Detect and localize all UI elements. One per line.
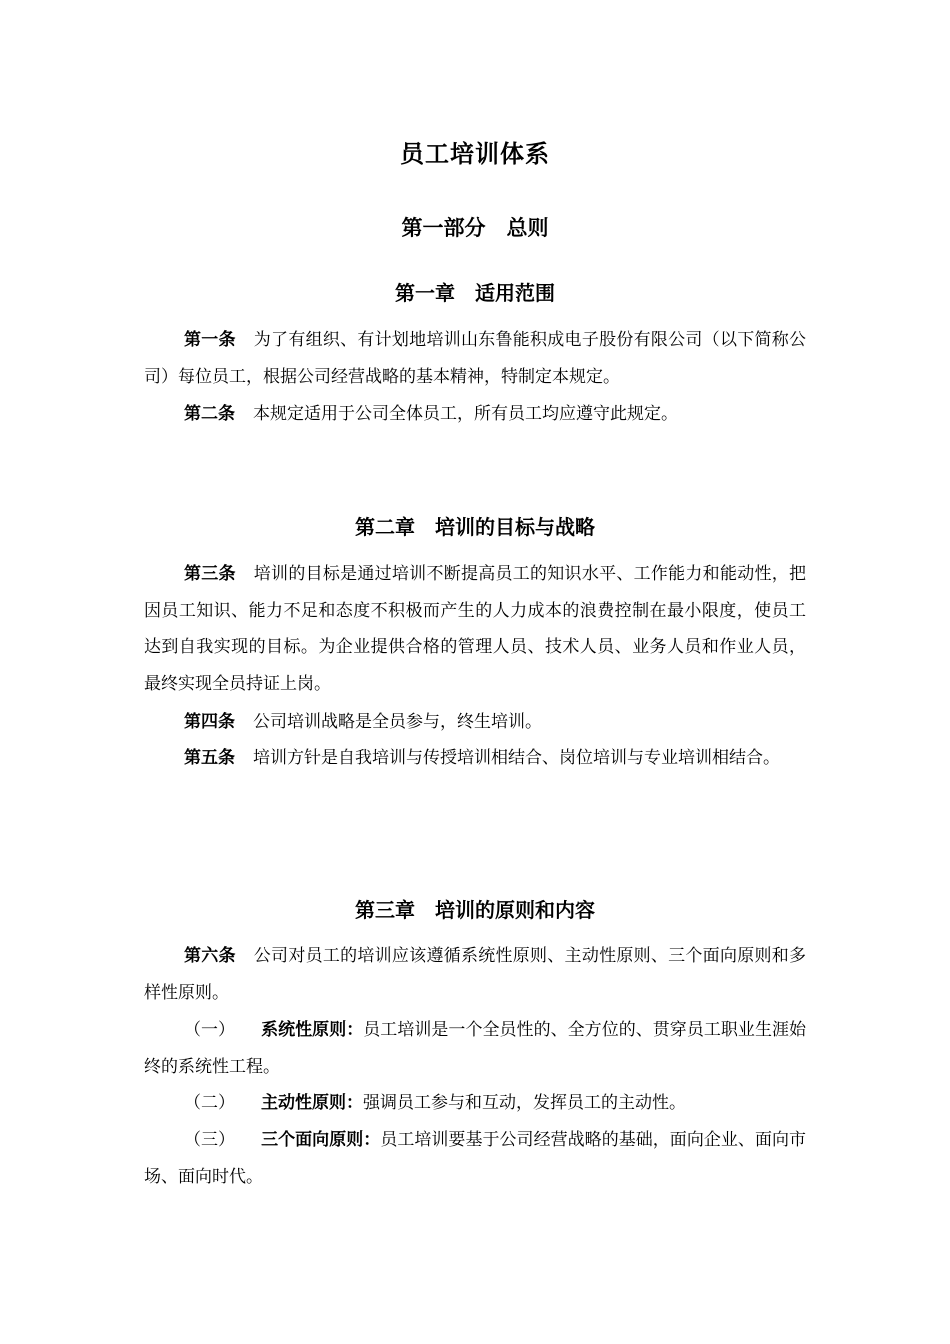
article-1: [144, 322, 806, 395]
principle-item-3: [144, 1122, 806, 1195]
item-label: 系统性原则：: [261, 1020, 364, 1040]
item-marker: （一）: [184, 1020, 236, 1040]
item-text: 员工培训是一个全员性的、全方位的、贯穿员工职业生涯始终的系统性工程。: [144, 1020, 807, 1077]
chapter-2-title: 第二章 培训的目标与战略: [355, 515, 595, 539]
document-title: 员工培训体系: [400, 139, 550, 168]
part-title: 第一部分 总则: [401, 215, 549, 240]
article-5: [144, 740, 806, 777]
article-3: [144, 556, 806, 702]
item-label: 三个面向原则：: [261, 1130, 381, 1150]
chapter-1-title: 第一章 适用范围: [395, 281, 555, 305]
item-text: 员工培训要基于公司经营战略的基础，面向企业、面向市场、面向时代。: [144, 1130, 807, 1187]
article-text: 培训方针是自我培训与传授培训相结合、岗位培训与专业培训相结合。: [253, 748, 780, 768]
article-number: 第二条: [184, 404, 235, 424]
article-number: 第六条: [184, 946, 236, 966]
article-number: 第一条: [184, 330, 236, 350]
article-number: 第四条: [184, 712, 235, 732]
article-text: 为了有组织、有计划地培训山东鲁能积成电子股份有限公司（以下简称公司）每位员工，根据公司经营战略的基本精神，特制定本规定。: [144, 330, 807, 387]
article-number: 第三条: [184, 564, 236, 584]
article-4: [144, 704, 806, 741]
item-text: 强调员工参与和互动，发挥员工的主动性。: [363, 1093, 686, 1113]
principle-item-1: [144, 1012, 806, 1085]
article-text: 公司培训战略是全员参与，终生培训。: [253, 712, 542, 732]
item-marker: （二）: [184, 1093, 235, 1113]
article-number: 第五条: [184, 748, 235, 768]
article-text: 培训的目标是通过培训不断提高员工的知识水平、工作能力和能动性，把因员工知识、能力不足和态度不积极而产生的人力成本的浪费控制在最小限度，使员工达到自我实现的目标。为企业提供合格的管理人员、技术人员、业务人员和作业人员，最终实现全员持证上岗。: [144, 564, 807, 694]
article-2: [144, 396, 806, 433]
item-label: 主动性原则：: [261, 1093, 363, 1113]
chapter-3-title: 第三章 培训的原则和内容: [355, 898, 595, 922]
principle-item-2: [144, 1085, 806, 1122]
article-text: 本规定适用于公司全体员工，所有员工均应遵守此规定。: [253, 404, 678, 424]
item-marker: （三）: [184, 1130, 236, 1150]
article-6: [144, 938, 806, 1011]
article-text: 公司对员工的培训应该遵循系统性原则、主动性原则、三个面向原则和多样性原则。: [144, 946, 807, 1003]
